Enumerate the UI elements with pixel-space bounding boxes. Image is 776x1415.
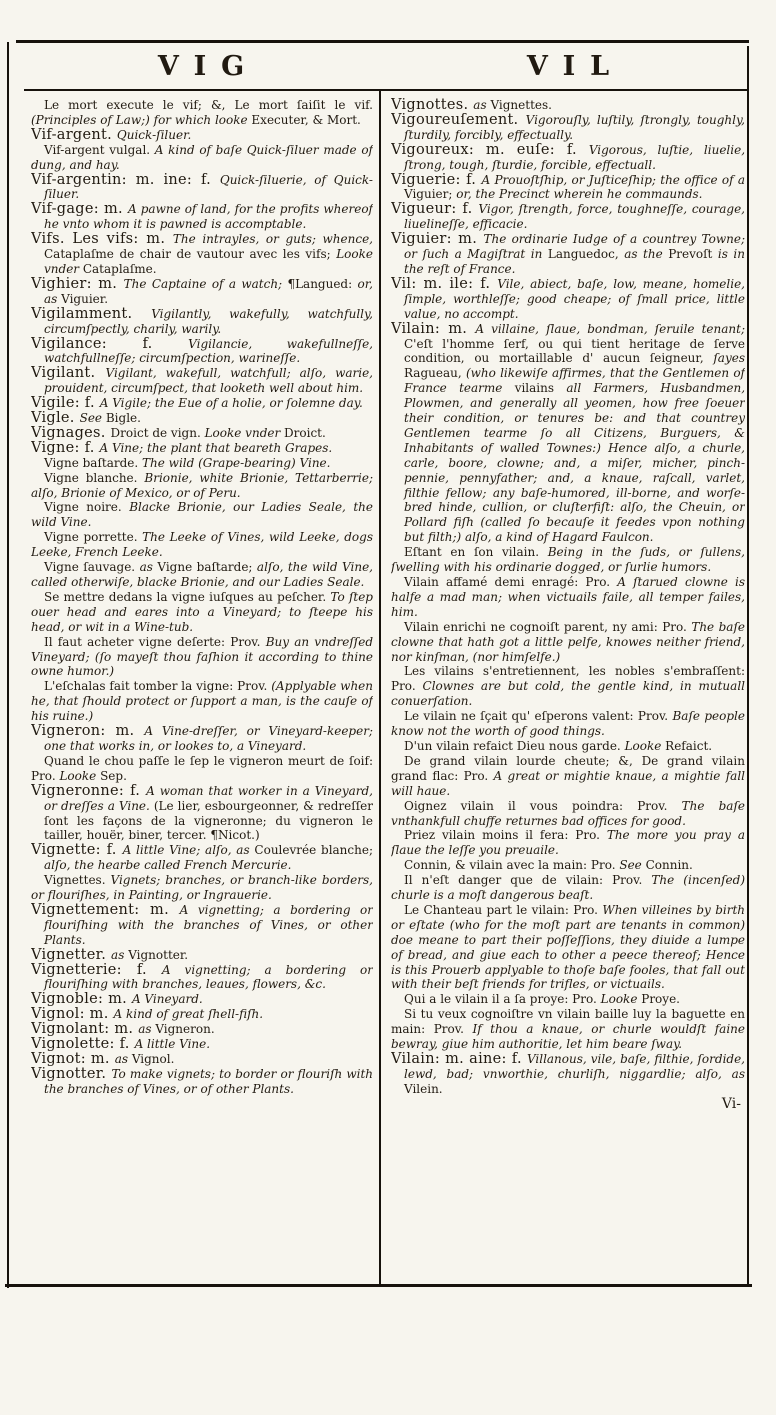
column-divider-rule [379,91,381,1284]
definition-text: The more you pray a ſlaue the leſſe you preuaile. [391,828,745,858]
dictionary-entry [391,277,745,322]
roman-text: Prevoſt [668,247,718,262]
definition-text: Baſe people know not the worth of good things. [391,709,745,739]
right-border-rule [747,46,749,1286]
roman-text: Le Chanteau part le vilain: Pro. [404,902,603,917]
dictionary-entry [31,143,373,173]
entry-headword: Vifs. Les vifs: m. [31,231,173,248]
roman-text: D'un vilain refaict Dieu nous garde. [404,738,625,753]
definition-text: alſo, the hearbe called French Mercurie. [44,858,292,873]
entry-headword: Vignolette: f. [31,1036,135,1053]
left-border-rule [7,42,9,1288]
dictionary-entry [31,590,373,635]
dictionary-entry [31,366,373,396]
dictionary-entry [31,784,373,844]
definition-text: Buy an vndreſſed Vineyard; (ſo mayeſt thou faſhion it according to thine owne humor.) [31,634,373,679]
roman-text: Vigneron. [155,1022,215,1037]
definition-text: alſo, the wild Vine, called otherwiſe, blacke Brionie, and our Ladies Seale. [31,560,373,589]
dictionary-entry [31,948,373,963]
definition-text: as [114,1052,132,1066]
definition-text: Looke vnder [204,425,285,440]
roman-text: C'eſt l'homme ſerf, ou qui tient heritage de ſerve condition, ou mortaillable d' aucun ſeigneur, [404,336,745,366]
entry-headword: Vigilant. [31,365,106,382]
roman-text: Vigne baſtarde; [157,560,257,575]
definition-text: When villeines by birth or eſtate (who for the moſt part are tenants in common) doe meane to part their poſſeſſions, they diuide a lumpe of bread, and giue each to other a peece thereof; Hence is this Prouerb applyable to thoſe baſe fooles, that fall out with their beſt friends for trifles, or victuails. [391,902,745,992]
definition-text: is in the reſt of France. [404,247,745,276]
definition-text: as [139,560,158,575]
dictionary-entry [31,307,373,337]
dictionary-entry [31,500,373,530]
entry-headword: Vignoble: m. [31,991,132,1008]
roman-text: Eſtant en ſon vilain. [404,545,548,560]
dictionary-entry [31,232,373,277]
definition-text: Vigilancie, wakefullneſſe, watchfullneſſe; circumſpection, warineſſe. [44,336,373,366]
definition-text: or, the Precinct wherein he commaunds. [456,187,703,202]
entry-headword: Vighier: m. [31,275,124,292]
dictionary-entry [31,754,373,784]
definition-text: See [619,858,646,873]
definition-text: Vignets; branches, or branch-like borders, or flouriſhes, in Painting, or Ingrauerie. [31,873,373,903]
entry-headword: Vigneron: m. [31,723,145,740]
definition-text: (who likewiſe affirmes, that the Gentlemen of France tearme [404,366,745,396]
entry-headword: Vif-argentin: m. ine: f. [31,171,220,188]
dictionary-entry [31,98,373,128]
definition-text: A Prouoſtſhip, or Juſticeſhip; the office of a [481,172,745,187]
definition-text: To ſtep ouer head and eares into a Vineyard; to ſteepe his head, or wit in a Wine-tub. [31,589,373,634]
roman-text: Vigne blanche. [44,470,145,485]
catchword [391,1097,745,1112]
bottom-rule [5,1284,752,1287]
entry-headword: Vignotter. [31,1065,112,1082]
dictionary-entry [391,709,745,739]
roman-text: (Le lier, esbourgeonner, & redreſſer ſont les façons de la vigneronne; du vigneron le tailler, houër, biner, tercer. ¶Nicot.) [44,798,373,843]
roman-text: Vigne porrette. [44,530,143,545]
definition-text: A vignetting; a bordering or flouriſhing with branches, leaues, flowers, &c. [44,962,373,992]
roman-text: vilains [514,381,567,396]
roman-text: ¶Langued: [287,276,358,291]
dictionary-entry [391,992,745,1007]
entry-headword: Vigile: f. [31,395,100,412]
roman-text: Viguier; [404,187,457,202]
definition-text: Quick-ſiluer. [116,127,192,142]
roman-text: Vi- [721,1095,741,1112]
entry-headword: Vilain: m. [391,320,476,337]
definition-text: The (incenſed) churle is a moſt dangerous beaſt. [391,873,745,903]
dictionary-entry [391,799,745,829]
definition-text: Being in the ſuds, or ſullens, ſwelling with his ordinarie dogged, or ſurlie humors. [391,545,745,575]
definition-text: The wild (Grape-bearing) Vine. [142,455,331,470]
dictionary-entry [31,173,373,203]
dictionary-entry [31,560,373,590]
dictionary-entry [391,1052,745,1097]
entry-headword: Vignottes. [391,98,474,113]
entry-headword: Vif-gage: m. [31,201,129,218]
running-head-right: VIL [526,50,624,82]
definition-text: A Vine-dreſſer, or Vineyard-keeper; one that works in, or lookes to, a Vineyard. [44,724,373,753]
definition-text: A ſtarued clowne is halfe a mad man; when victuails faile, all temper failes, him. [391,575,745,619]
entry-headword: Viguerie: f. [391,171,482,188]
definition-text: A little Vine; alſo, as [122,843,255,858]
entry-headword: Vignettement: m. [31,901,180,918]
roman-text: Languedoc, [547,247,625,262]
roman-text: Vilein. [404,1081,443,1096]
entry-headword: Viguier: m. [391,231,484,248]
roman-text: Il n'eſt danger que de vilain: Prov. [404,873,652,888]
roman-text: De grand vilain lourde cheute; &, De grand vilain grand flac: Pro. [391,753,745,783]
definition-text: Looke [624,738,666,753]
roman-text: Si tu veux cognoiſtre vn vilain baille luy la baguette en main: Prov. [391,1007,745,1037]
definition-text: A Vine; the plant that beareth Grapes. [99,440,333,455]
dictionary-entry [31,128,373,143]
definition-text: ſayes [713,351,745,366]
definition-text: Vigilant, wakefull, watchfull; alſo, warie, prouident, circumſpect, that looketh well about him. [44,366,373,396]
dictionary-entry [31,441,373,456]
definition-text: Looke [59,768,101,783]
roman-text: Vignettes. [490,98,552,112]
dictionary-entry [391,143,745,173]
dictionary-entry [31,1037,373,1052]
roman-text: Vignettes. [44,873,111,888]
dictionary-entry [31,426,373,441]
roman-text: Le mort execute le vif; &, Le mort ſaiſit le vif. [44,98,373,112]
entry-headword: Vigilamment. [31,305,152,322]
roman-text: Connin. [645,858,693,873]
definition-text: (Applyable when he, that ſhould protect or ſupport a man, is the cauſe of his ruine.) [31,679,373,724]
roman-text: Vilain affamé demi enragé: Pro. [404,575,618,589]
roman-text: Coulevrée blanche; [254,843,373,858]
dictionary-entry [31,202,373,232]
definition-text: A vignetting; a bordering or flouriſhing with the branches of Vines, or other Plants. [44,902,373,947]
roman-text: Viguier. [61,291,109,306]
roman-text: Il faut acheter vigne deſerte: Prov. [44,634,266,649]
dictionary-entry [391,545,745,575]
entry-headword: Vigueur: f. [391,201,479,218]
roman-text: Droict. [284,425,326,440]
definition-text: The Leeke of Vines, wild Leeke, dogs Leeke, French Leeke. [31,530,373,560]
dictionary-entry [31,411,373,426]
roman-text: L'eſchalas fait tomber la vigne: Prov. [44,679,272,694]
roman-text: Vigne noire. [44,500,130,515]
entry-headword: Vignages. [31,424,111,441]
definition-text: If thou a knaue, or churle wouldſt faine bewray, giue him authoritie, let him beare ſway. [391,1022,745,1052]
dictionary-entry [31,724,373,754]
roman-text: Quand le chou paſſe le ſep le vigneron meurt de ſoif: Pro. [31,753,373,783]
definition-text: The baſe vnthankfull chuffe returnes bad offices for good. [391,798,745,828]
entry-headword: Vigoureuſement. [391,111,526,128]
dictionary-entry [391,173,745,203]
left-column [31,98,373,1282]
definition-text: Blacke Brionie, our Ladies Seale, the wild Vine. [31,500,373,530]
roman-text: Droict de vign. [110,425,205,440]
roman-text: Ragueau, [404,366,466,381]
definition-text: A Vineyard. [131,992,203,1007]
dictionary-entry [31,456,373,471]
dictionary-entry [31,873,373,903]
dictionary-entry [31,679,373,724]
definition-text: (Principles of Law;) for which looke [31,112,252,127]
dictionary-entry [31,530,373,560]
definition-text: Looke vnder [44,247,373,276]
header-separator-rule [24,89,749,91]
definition-text: A great or mightie knaue, a mightie fall will haue. [391,768,745,798]
entry-headword: Vignot: m. [31,1051,115,1067]
dictionary-entry [31,1052,373,1067]
top-rule [16,40,749,43]
dictionary-entry [31,635,373,680]
dictionary-entry [391,113,745,143]
dictionary-entry [391,664,745,709]
definition-text: Clownes are but cold, the gentle kind, in mutuall conuerſation. [391,679,745,709]
roman-text: Vigne ſauvage. [44,560,140,575]
dictionary-entry [391,202,745,232]
definition-text: The ordinarie Iudge of a countrey Towne; or ſuch a Magiſtrat in [404,232,745,262]
entry-headword: Vignol: m. [31,1006,114,1023]
dictionary-entry [391,873,745,903]
definition-text: as [111,947,129,962]
dictionary-entry [31,903,373,948]
roman-text: Executer, & Mort. [251,112,361,127]
entry-headword: Vigne: f. [31,439,100,456]
definition-text: Looke [600,992,642,1007]
definition-text: Villanous, vile, baſe, filthie, ſordide, lewd, bad; vnworthie, churliſh, niggardlie; alſo, as [404,1052,745,1081]
definition-text: Vile, abiect, baſe, low, meane, homelie, ſimple, worthleſſe; good cheape; of ſmall price, little value, no accompt. [404,276,745,321]
entry-headword: Vigilance: f. [31,335,189,352]
roman-text: Connin, & vilain avec la main: Pro. [404,858,620,873]
entry-headword: Vilain: m. aine: f. [391,1051,527,1067]
entry-headword: Vignette: f. [31,842,123,859]
dictionary-entry [391,858,745,873]
definition-text: as [138,1022,156,1037]
roman-text: Vigne baſtarde. [44,455,143,470]
entry-headword: Vigle. [31,410,80,427]
dictionary-entry [391,620,745,665]
definition-text: or, as [44,276,373,306]
roman-text: Se mettre dedans la vigne iuſques au peſcher. [44,589,331,604]
definition-text: The Captaine of a watch; [123,276,288,291]
definition-text: Vigorouſly, luſtily, ſtrongly, toughly, ſturdily, forcibly, effectually. [404,112,745,142]
roman-text: Les vilains s'entretiennent, les nobles s'embraſſent: Pro. [391,664,745,694]
roman-text: Bigle. [105,411,141,426]
entry-headword: Vigneronne: f. [31,782,147,799]
roman-text: Priez vilain moins il fera: Pro. [404,828,607,843]
dictionary-entry [31,1007,373,1022]
roman-text: Cataplaſme. [82,261,157,276]
dictionary-entry [391,232,745,277]
dictionary-entry [31,337,373,367]
dictionary-entry [391,98,745,113]
definition-text: A little Vine. [134,1037,211,1052]
dictionary-entry [391,903,745,992]
entry-headword: Vil: m. ile: f. [391,275,498,292]
dictionary-entry [391,828,745,858]
definition-text: Vigilantly, wakefully, watchfully, circumſpectly, charily, warily. [44,306,373,336]
definition-text: as the [624,247,669,262]
entry-headword: Vif-argent. [31,126,117,143]
definition-text: all Farmers, Husbandmen, Plowmen, and generally all yeomen, how free ſoeuer their condition, or tenures be: and that countrey Gentlemen tearme ſo all Citizens, Burguers, & Inhabitants of walled Townes:) Hence alſo, a churle, carle, boore, clowne; and, a miſer, micher, pinch-pennie, pennyfather; and, a knaue, raſcall, varlet, filthie fellow; any baſe-humored, ill-borne, and worſe-bred hinde, cullion, or cluſterfiſt: alſo, the Cheuin, or Pollard fiſh (called ſo becauſe it feedes vpon nothing but filth;) alſo, a kind of Hagard Faulcon. [404,381,745,545]
entry-headword: Vignetterie: f. [31,961,162,978]
dictionary-entry [391,322,745,546]
right-column [391,98,745,1282]
entry-headword: Vignetter. [31,946,112,963]
dictionary-entry [31,963,373,993]
dictionary-entry [31,1067,373,1097]
definition-text: Quick-ſiluerie, of Quick-ſiluer. [44,172,373,202]
dictionary-entry [391,1007,745,1052]
definition-text: Vigorous, luſtie, liuelie, ſtrong, tough, ſturdie, forcible, effectuall. [404,142,745,172]
running-head-left: VIG [157,50,260,82]
definition-text: A kind of great ſhell-fiſh. [113,1007,264,1022]
dictionary-entry [31,843,373,873]
definition-text: A Vigile; the Eue of a holie, or ſolemne day. [99,396,363,411]
definition-text: A woman that worker in a Vineyard, or dreſſes a Vine. [44,783,373,813]
roman-text: Vif-argent vulgal. [44,142,155,157]
roman-text: Oignez vilain il vous poindra: Prov. [404,798,682,813]
definition-text: A kind of baſe Quick-ſiluer made of dung, and hay. [31,142,373,172]
dictionary-entry [31,992,373,1007]
definition-text: A villaine, ſlaue, bondman, ſeruile tenant; [475,321,745,336]
roman-text: Qui a le vilain il a ſa proye: Pro. [404,992,601,1007]
definition-text: Brionie, white Brionie, Tettarberrie; alſo, Brionie of Mexico, or of Peru. [31,470,373,500]
entry-headword: Vigoureux: m. euſe: f. [391,141,589,158]
definition-text: A pawne of land, for the profits whereof he vnto whom it is pawned is accomptable. [44,202,373,232]
dictionary-entry [31,1022,373,1037]
dictionary-entry [31,277,373,307]
roman-text: Refaict. [665,738,713,753]
roman-text: Cataplaſme de chair de vautour avec les vifs; [44,247,337,262]
roman-text: Vilain enrichi ne cognoiſt parent, ny ami: Pro. [404,619,692,634]
roman-text: Sep. [100,768,127,783]
roman-text: Le vilain ne ſçait qu' eſperons valent: Prov. [404,709,673,724]
dictionary-entry [391,575,745,620]
definition-text: Vigor, ſtrength, force, toughneſſe, courage, liuelineſſe, efficacie. [404,202,745,232]
definition-text: To make vignets; to border or flouriſh with the branches of Vines, or of other Plants. [44,1066,373,1096]
definition-text: as [473,98,491,112]
definition-text: The baſe clowne that hath got a little pelfe, knowes neither friend, nor kinſman, (nor himſelfe.) [391,619,745,664]
roman-text: Proye. [641,992,680,1007]
dictionary-entry [391,754,745,799]
roman-text: Vignol. [131,1052,175,1066]
definition-text: See [79,411,106,426]
dictionary-entry [31,471,373,501]
definition-text: The intrayles, or guts; whence, [172,232,373,247]
entry-headword: Vignolant: m. [31,1021,139,1038]
dictionary-entry [391,739,745,754]
dictionary-entry [31,396,373,411]
roman-text: Vignotter. [128,947,189,962]
